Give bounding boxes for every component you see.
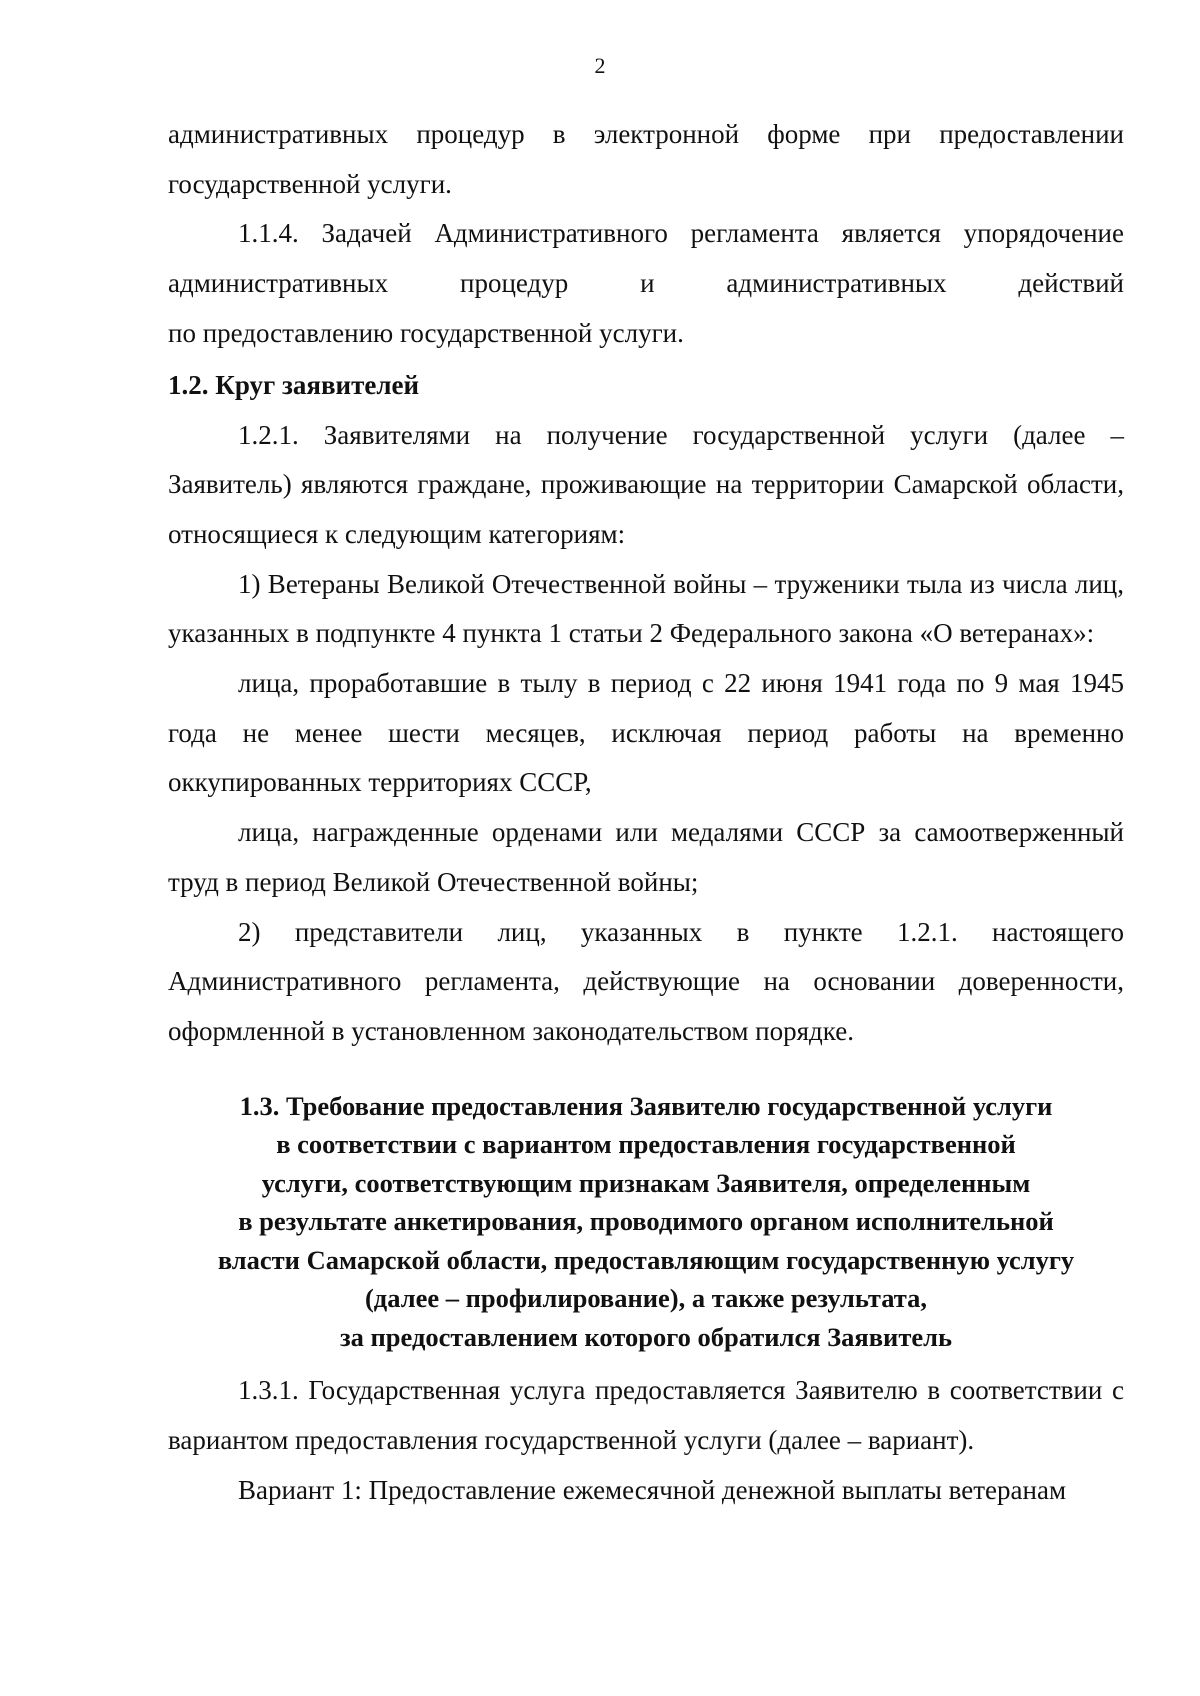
paragraph-continued-line-1: административных процедур в электронной форме при предоставлении — [168, 119, 1124, 149]
heading-1-3-line: в соответствии с вариантом предоставления государственной — [276, 1129, 1016, 1160]
paragraph-category-1: 1) Ветераны Великой Отечественной войны – труженики тыла из числа лиц, указанных в подпункте 4 пункта 1 статьи 2 Федерального закона «О ветеранах»: — [168, 568, 1124, 649]
paragraph-category-2: 2) представители лиц, указанных в пункте 1.2.1. настоящего Административного регламента, действующие на основании доверенности, оформленной в установленном законодательством порядке. — [168, 916, 1124, 1046]
paragraph-variant-1: Вариант 1: Предоставление ежемесячной денежной выплаты ветеранам — [238, 1474, 1067, 1505]
heading-1-3-line: за предоставлением которого обратился Заявитель — [340, 1321, 952, 1352]
page-number: 2 — [594, 53, 606, 78]
document-body — [168, 110, 1124, 1515]
paragraph-continued-line-2: государственной услуги. — [168, 168, 452, 199]
paragraph-1-1-4-line-3: по предоставлению государственной услуги. — [168, 317, 684, 348]
paragraph-1-2-1: 1.2.1. Заявителями на получение государственной услуги (далее – Заявитель) являются граждане, проживающие на территории Самарской области, относящиеся к следующим категориям: — [168, 419, 1124, 549]
heading-1-3-line: 1.3. Требование предоставления Заявителю государственной услуги — [239, 1090, 1053, 1121]
paragraph-1-1-4-line-2: административных процедур и административных действий — [168, 268, 1124, 299]
paragraph-home-front-workers: лица, проработавшие в тылу в период с 22 июня 1941 года по 9 мая 1945 года не менее шести месяцев, исключая период работы на временно оккупированных территориях СССР, — [168, 668, 1124, 798]
paragraph-1-3-1: 1.3.1. Государственная услуга предоставляется Заявителю в соответствии с вариантом предоставления государственной услуги (далее – вариант). — [168, 1375, 1124, 1455]
section-heading-1-3 — [168, 1087, 1124, 1357]
paragraph-awarded-persons: лица, награжденные орденами или медалями СССР за самоотверженный труд в период Великой Отечественной войны; — [168, 817, 1124, 897]
heading-1-3-line: услуги, соответствующим признакам Заявителя, определенным — [261, 1167, 1031, 1198]
heading-1-3-line: власти Самарской области, предоставляющим государственную услугу — [217, 1244, 1075, 1275]
paragraph-1-1-4-line-1: 1.1.4. Задачей Административного регламента является упорядочение — [238, 218, 1124, 249]
section-heading-1-2: 1.2. Круг заявителей — [168, 369, 420, 400]
heading-1-3-line: (далее – профилирование), а также результата, — [364, 1283, 928, 1314]
heading-1-3-line: в результате анкетирования, проводимого органом исполнительной — [238, 1206, 1054, 1237]
